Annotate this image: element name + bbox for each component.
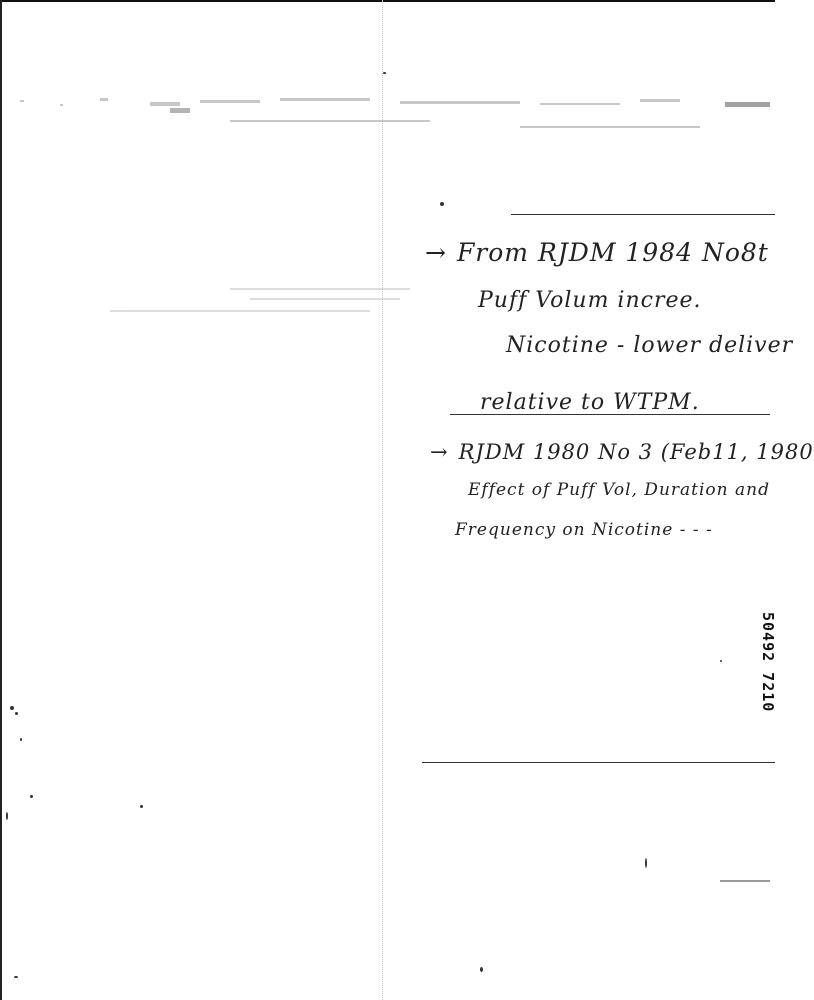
speck (15, 712, 18, 715)
arrow-icon: → (425, 238, 447, 267)
note2-line1 (430, 440, 814, 464)
note1-line4: relative to WTPM. (480, 390, 700, 415)
note1-line1-text: From RJDM 1984 No8t (456, 238, 769, 267)
speck (645, 858, 647, 868)
speck (480, 967, 483, 972)
note1-line1 (425, 238, 769, 267)
ruled-line-3 (422, 762, 775, 763)
bates-stamp: 50492 7210 (759, 612, 777, 713)
arrow-icon: → (430, 440, 449, 464)
speck (720, 660, 722, 662)
fold-line (382, 0, 383, 1000)
speck (30, 795, 33, 798)
note1-line2: Puff Volum incree. (478, 288, 702, 313)
speck (383, 72, 386, 74)
page-top-edge (0, 0, 775, 2)
speck (14, 976, 18, 978)
faded-text-smudge (0, 92, 775, 132)
page-left-edge (0, 0, 2, 1000)
note2-line2: Effect of Puff Vol, Duration and (468, 480, 770, 500)
note1-line3: Nicotine - lower deliver (506, 333, 794, 358)
note2-line1-text: RJDM 1980 No 3 (Feb11, 1980 (458, 440, 814, 464)
note2-line3: Frequency on Nicotine - - - (455, 520, 713, 540)
speck (140, 805, 143, 808)
speck (6, 812, 8, 820)
speck (20, 738, 22, 741)
speck (720, 880, 770, 882)
speck (440, 202, 444, 206)
ruled-line-1 (511, 214, 775, 215)
speck (10, 706, 14, 710)
